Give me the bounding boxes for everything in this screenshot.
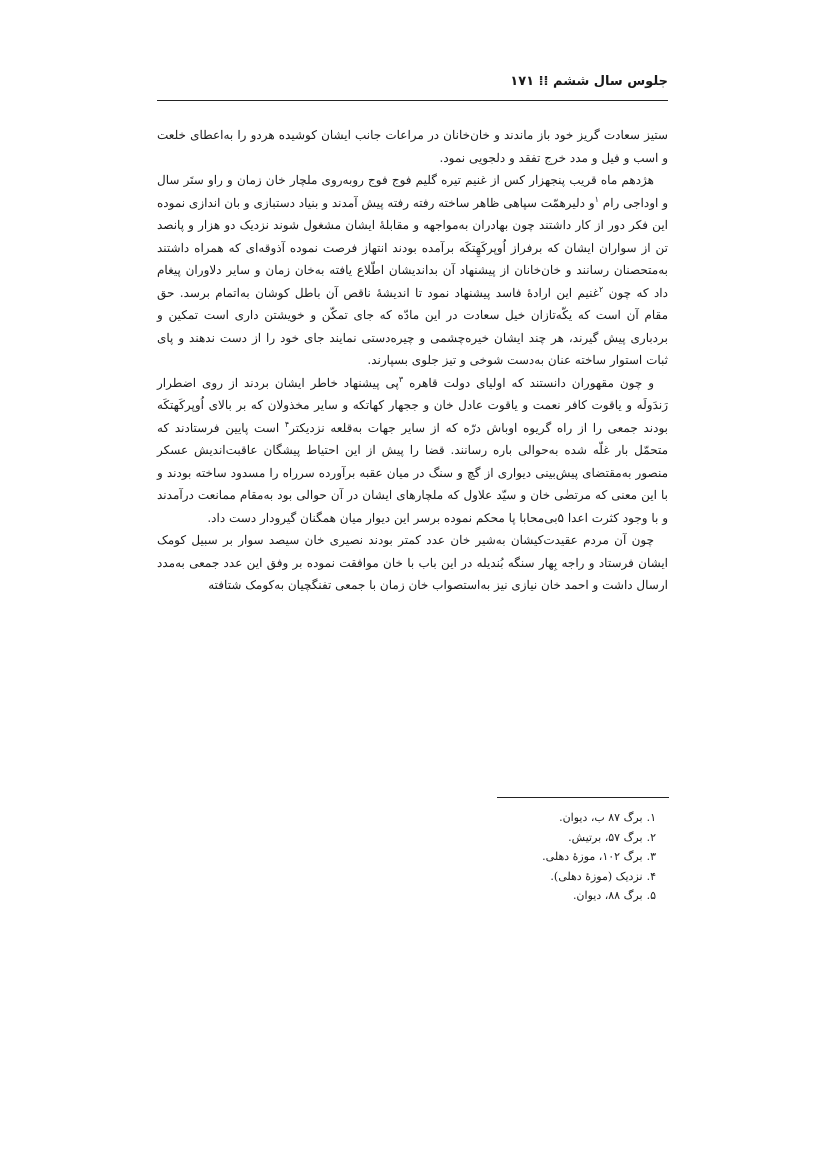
footnote-marker-4: ۴ [284, 419, 290, 429]
running-title: جلوس سال ششم ⁞⁞ ۱۷۱ [510, 74, 668, 89]
paragraph-4: چون آن مردم عقیدت‌کیشان به‌شیر خان عدد کمتر بودند نصیری خان سیصد سوار بر سبیل کومک ایشان فرستاد و راجه بِهار سنگه بُندیله در این باب با خان موافقت نموده بر وفق این عدد جمعی به‌مدد ارسال داشت و احمد خان نیازی نیز به‌استصواب خان زمان با جمعی تفنگچیان به‌کومک شتافته [157, 533, 668, 592]
main-text [157, 124, 668, 597]
footnotes [356, 808, 656, 906]
footnote: ۲.برگ ۵۷، برتیش. [568, 830, 656, 844]
footnote-rule [497, 797, 669, 798]
running-header [157, 72, 668, 92]
paragraph-2: هژدهم ماه قریب پنجهزار کس از غنیم تیره گلیم فوج فوج روبه‌روی ملچار خان زمان و راو ستَر سال و اوداجی رام $^۱$و دلیرهمّت سپاهی ظاهر ساخته رفته رفته پیش آمدند و بنیاد دستبازی و بان اندازی نموده این فکر دور از کار داشتند چون بهادران به‌مواجهه و مقابلهٔ ایشان مشغول شوند نزدیک دو هزار و پانصد تن از سواران ایشان که برفراز اُوپرکَهِتکَه برآمده بودند انتهاز فرصت نموده آذوقه‌ای که همراه داشتند به‌متحصنان رسانند و خان‌خانان از پیشنهاد آن بداندیشان اطّلاع یافته به‌خان زمان و سایر دلاوران پیغام داد که چون $^۲$غنیم این ارادهٔ فاسد پیشنهاد نمود تا اندیشهٔ ناقص آن باطل کوشان به‌اتمام برسد. حق مقام آن است که یکّه‌تازان خیل سعادت در این مادّه که جای تمکّن و خویشتن داری است تمکین و بردباری پیش گیرند، هر چند ایشان خیره‌چشمی و چیره‌دستی نمایند جای خود را از دست ندهند و پای ثبات استوار ساخته عنان به‌دست شوخی و تیز جلوی بسپارند. [157, 173, 668, 367]
paragraph-3: و چون مقهوران دانستند که اولیای دولت قاهره $^۳$پی پیشنهاد خاطر ایشان بردند از روی اضطرار رَندَولَه و یاقوت کافر نعمت و یاقوت عادل خان و ججهار کهاتکه و سایر مخذولان که بر بالای اُوپرکَهتکَه بودند جمعی را از راه گریوه اوباش درّه که از سایر جهات به‌قلعه نزدیکتر$^۴$ است پایین فرستادند که متحمّل بار غلّه شده به‌حوالی باره رسانند. قضا را پیش از این احتیاط پیشگان عاقبت‌اندیش عسکر منصور به‌مقتضای پیش‌بینی دیواری از گچ و سنگ در میان عقبه برآورده سرراه را مسدود ساخته بودند و با این معنی که مرتضٰی خان و سیّد علاول که ملچارهای ایشان در آن حوالی بود به‌مقام ممانعت درآمدند و با وجود کثرت اعدا ۵بی‌محابا پا محکم نموده برسر این دیوار میان همگنان گیرودار دست داد. [157, 374, 668, 525]
footnote-marker-3: ۳ [398, 374, 404, 384]
footnote: ۱.برگ ۸۷ ب، دیوان. [559, 811, 656, 824]
header-rule [157, 100, 668, 101]
footnote: ۳.برگ ۱۰۲، موزهٔ دهلی. [542, 850, 656, 863]
footnote: ۴.نزدیک (موزهٔ دهلی). [550, 869, 656, 883]
footnote-marker-1: ۱ [594, 194, 599, 204]
paragraph-1: ستیز سعادت گریز خود باز ماندند و خان‌خانان در مراعات جانب ایشان کوشیده هردو را به‌اعطای خلعت و اسب و فیل و مدد خرج تفقد و دلجویی نمود. [157, 128, 668, 165]
footnote: ۵.برگ ۸۸، دیوان. [572, 889, 656, 902]
footnote-marker-2: ۲ [599, 284, 604, 294]
